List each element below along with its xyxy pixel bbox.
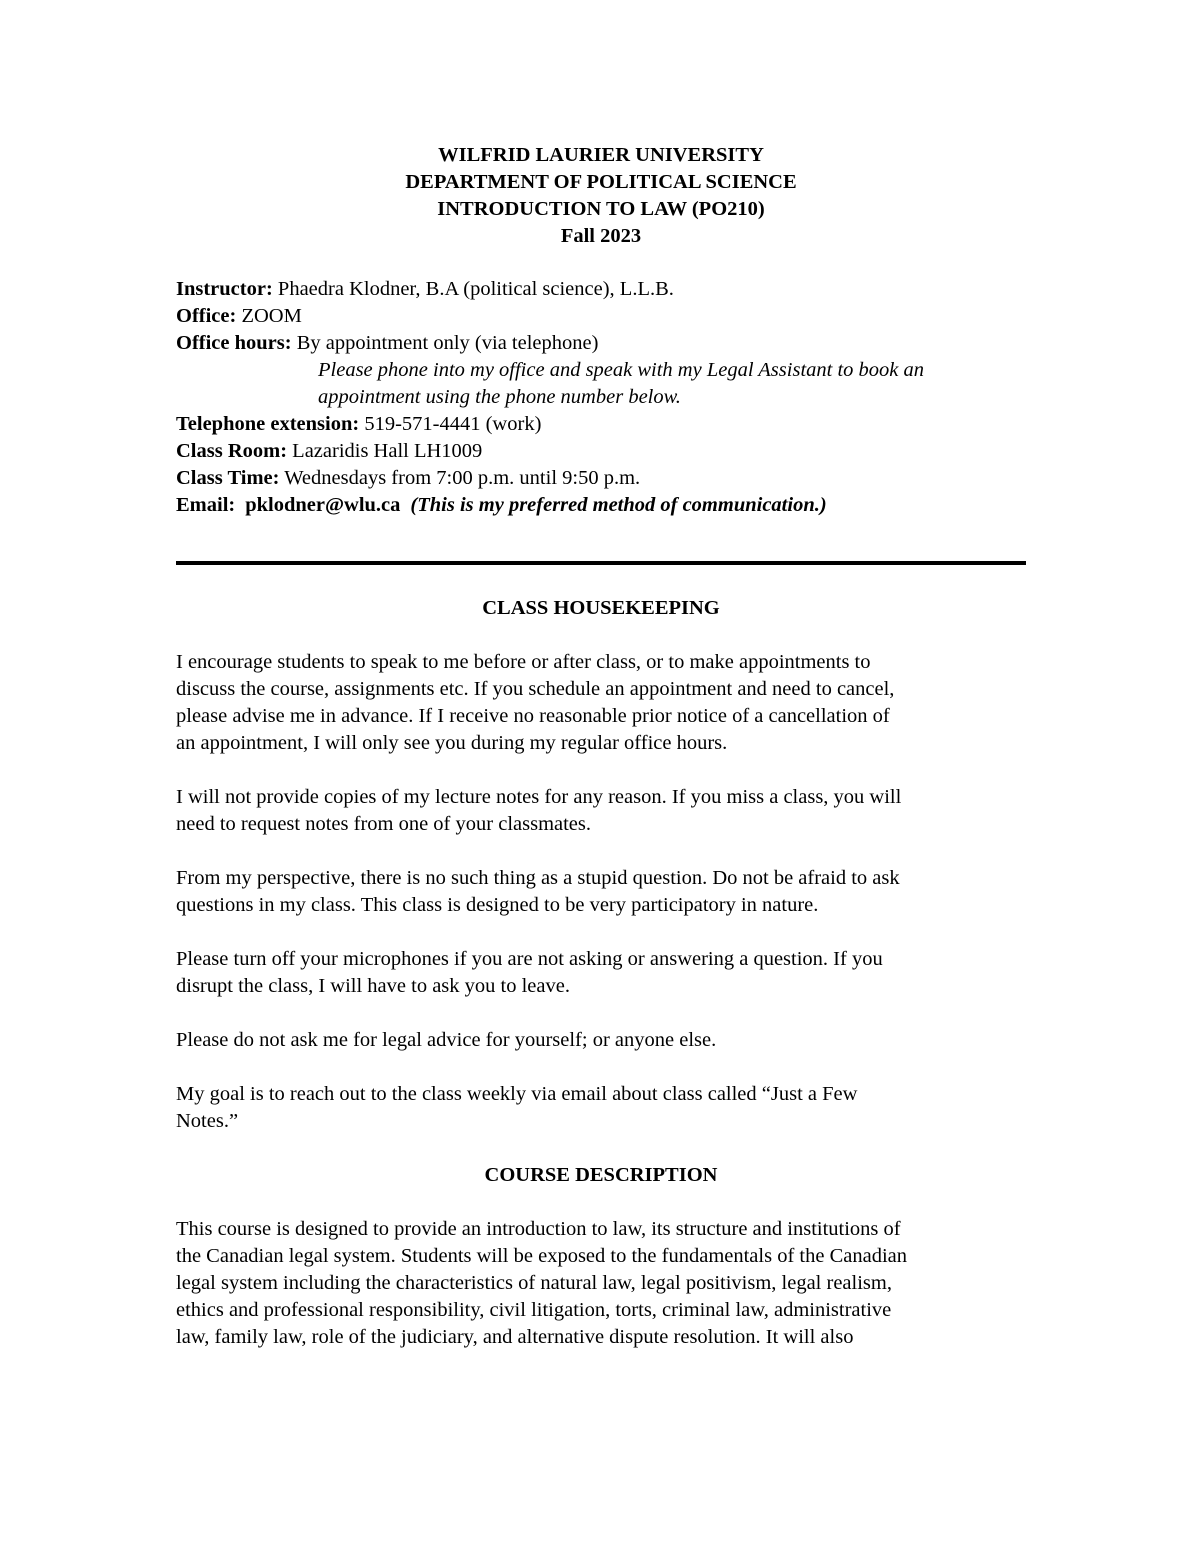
office-hours-value: By appointment only (via telephone) xyxy=(291,332,599,354)
housekeeping-title: CLASS HOUSEKEEPING xyxy=(482,597,720,619)
instructor-line xyxy=(176,276,1026,303)
office-line xyxy=(176,303,1026,330)
course-description-body xyxy=(176,1216,1026,1351)
paragraph-line: questions in my class. This class is designed to be very participatory in nature. xyxy=(176,894,819,916)
paragraph-line: an appointment, I will only see you during my regular office hours. xyxy=(176,732,728,754)
classtime-label: Class Time: xyxy=(176,467,280,489)
paragraph-line: From my perspective, there is no such thing as a stupid question. Do not be afraid to ask xyxy=(176,867,900,889)
classroom-line xyxy=(176,438,1026,465)
classtime-value: Wednesdays from 7:00 p.m. until 9:50 p.m. xyxy=(279,467,641,489)
office-hours-note-1: Please phone into my office and speak with my Legal Assistant to book an xyxy=(318,359,925,381)
classroom-value: Lazaridis Hall LH1009 xyxy=(287,440,483,462)
office-label: Office: xyxy=(176,305,237,327)
paragraph-line: I will not provide copies of my lecture notes for any reason. If you miss a class, you will xyxy=(176,786,902,808)
course-title: INTRODUCTION TO LAW (PO210) xyxy=(437,198,765,220)
document-header xyxy=(176,142,1026,250)
classroom-label: Class Room: xyxy=(176,440,288,462)
paragraph-line: I encourage students to speak to me before or after class, or to make appointments to xyxy=(176,651,871,673)
housekeeping-paragraph-2 xyxy=(176,784,1026,838)
housekeeping-paragraph-6 xyxy=(176,1081,1026,1135)
email-note: (This is my preferred method of communication.) xyxy=(410,494,827,516)
paragraph-line: law, family law, role of the judiciary, and alternative dispute resolution. It will also xyxy=(176,1326,854,1348)
instructor-value: Phaedra Klodner, B.A (political science), L.L.B. xyxy=(272,278,674,300)
paragraph-line: the Canadian legal system. Students will be exposed to the fundamentals of the Canadian xyxy=(176,1245,907,1267)
telephone-line xyxy=(176,411,1026,438)
housekeeping-paragraph-3 xyxy=(176,865,1026,919)
paragraph-line: Please do not ask me for legal advice for yourself; or anyone else. xyxy=(176,1029,717,1051)
classtime-line xyxy=(176,465,1026,492)
housekeeping-paragraph-4 xyxy=(176,946,1026,1000)
telephone-value: 519-571-4441 (work) xyxy=(359,413,542,435)
paragraph-line: My goal is to reach out to the class weekly via email about class called “Just a Few xyxy=(176,1083,858,1105)
paragraph-line: need to request notes from one of your classmates. xyxy=(176,813,592,835)
course-description-title: COURSE DESCRIPTION xyxy=(484,1164,718,1186)
office-hours-label: Office hours: xyxy=(176,332,292,354)
university-name: WILFRID LAURIER UNIVERSITY xyxy=(438,144,764,166)
paragraph-line: ethics and professional responsibility, civil litigation, torts, criminal law, administrative xyxy=(176,1299,892,1321)
paragraph-line: Please turn off your microphones if you are not asking or answering a question. If you xyxy=(176,948,883,970)
housekeeping-paragraph-1 xyxy=(176,649,1026,757)
paragraph-line: discuss the course, assignments etc. If you schedule an appointment and need to cancel, xyxy=(176,678,895,700)
department-name: DEPARTMENT OF POLITICAL SCIENCE xyxy=(405,171,797,193)
instructor-label: Instructor: xyxy=(176,278,273,300)
email-line xyxy=(176,492,1026,519)
telephone-label: Telephone extension: xyxy=(176,413,360,435)
paragraph-line: legal system including the characteristics of natural law, legal positivism, legal realism, xyxy=(176,1272,892,1294)
document-page xyxy=(176,142,1026,1351)
office-hours-note-2: appointment using the phone number below. xyxy=(318,386,681,408)
paragraph-line: disrupt the class, I will have to ask you to leave. xyxy=(176,975,570,997)
paragraph-line: This course is designed to provide an introduction to law, its structure and institutions of xyxy=(176,1218,901,1240)
housekeeping-paragraph-5 xyxy=(176,1027,1026,1054)
housekeeping-body xyxy=(176,649,1026,1135)
office-hours-line xyxy=(176,330,1026,357)
paragraph-line: please advise me in advance. If I receive no reasonable prior notice of a cancellation of xyxy=(176,705,890,727)
paragraph-line: Notes.” xyxy=(176,1110,239,1132)
term: Fall 2023 xyxy=(560,225,642,247)
office-value: ZOOM xyxy=(236,305,302,327)
section-divider xyxy=(176,561,1026,565)
email-label: Email: xyxy=(176,494,236,516)
email-address[interactable]: pklodner@wlu.ca xyxy=(245,494,401,516)
course-info xyxy=(176,276,1026,519)
